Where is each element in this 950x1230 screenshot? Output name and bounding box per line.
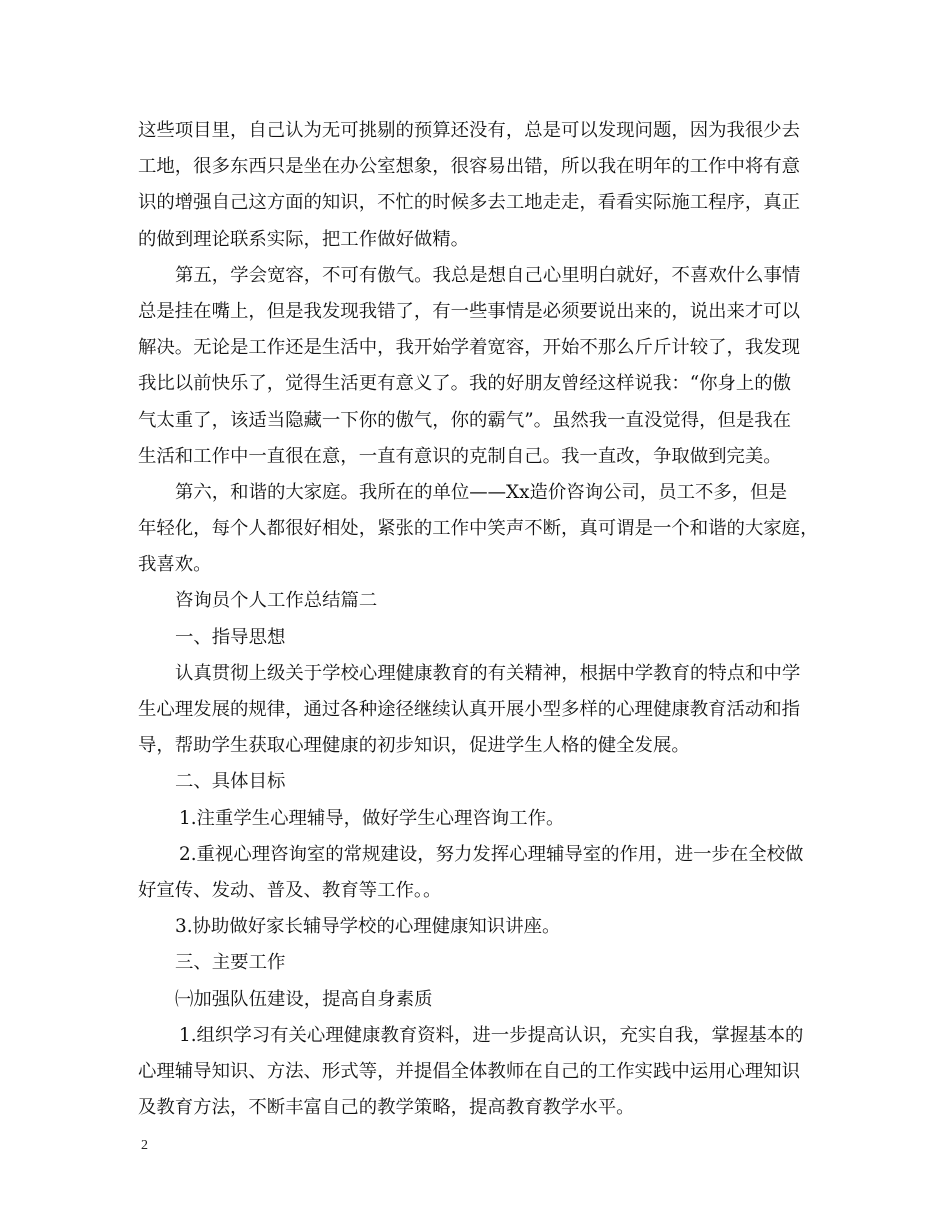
text-line: 工地，很多东西只是坐在办公室想象，很容易出错，所以我在明年的工作中将有意 <box>138 156 801 178</box>
text-line: 咨询员个人工作总结篇二 <box>175 590 378 612</box>
text-line: 3.协助做好家长辅导学校的心理健康知识讲座。 <box>175 916 561 938</box>
text-line: 1.组织学习有关心理健康教育资料，进一步提高认识，充实自我，掌握基本的 <box>179 1024 804 1046</box>
text-line: 解决。无论是工作还是生活中，我开始学着宽容，开始不那么斤斤计较了，我发现 <box>138 337 801 359</box>
text-line: ㈠加强队伍建设，提高自身素质 <box>175 988 433 1010</box>
text-line: 导，帮助学生获取心理健康的初步知识，促进学生人格的健全发展。 <box>138 735 690 757</box>
goal-item-3 <box>138 909 818 945</box>
text-line: 识的增强自己这方面的知识，不忙的时候多去工地走走，看看实际施工程序，真正 <box>138 192 801 214</box>
section-title-part-two <box>138 583 818 619</box>
text-line: 三、主要工作 <box>175 952 286 974</box>
text-line: 2.重视心理咨询室的常规建设，努力发挥心理辅导室的作用，进一步在全校做 <box>179 843 804 865</box>
text-line: 总是挂在嘴上，但是我发现我错了，有一些事情是必须要说出来的，说出来才可以 <box>138 300 801 322</box>
text-line: 及教育方法，不断丰富自己的教学策略，提高教育教学水平。 <box>138 1097 635 1119</box>
text-line: 认真贯彻上级关于学校心理健康教育的有关精神，根据中学教育的特点和中学 <box>175 662 801 684</box>
page-number: 2 <box>141 1138 148 1153</box>
text-line: 年轻化，每个人都很好相处，紧张的工作中笑声不断，真可谓是一个和谐的大家庭， <box>138 518 819 540</box>
subheading-team-building <box>138 982 818 1018</box>
heading-main-work <box>138 945 818 981</box>
text-line: 一、指导思想 <box>175 626 286 648</box>
text-line: 二、具体目标 <box>175 771 286 793</box>
work-item-1 <box>138 1018 818 1127</box>
paragraph-guiding-thought <box>138 656 818 765</box>
document-body <box>138 113 818 1126</box>
heading-specific-goals <box>138 764 818 800</box>
goal-item-1 <box>138 801 818 837</box>
paragraph-fifth <box>138 258 818 475</box>
text-line: 我比以前快乐了，觉得生活更有意义了。我的好朋友曾经这样说我：“你身上的傲 <box>138 373 792 395</box>
text-line: 气太重了，该适当隐藏一下你的傲气，你的霸气”。虽然我一直没觉得，但是我在 <box>138 409 792 431</box>
text-line: 第六，和谐的大家庭。我所在的单位——Xx造价咨询公司，员工不多，但是 <box>175 481 787 503</box>
text-line: 生活和工作中一直很在意，一直有意识的克制自己。我一直改，争取做到完美。 <box>138 445 782 467</box>
text-line: 第五，学会宽容，不可有傲气。我总是想自己心里明白就好，不喜欢什么事情 <box>175 264 801 286</box>
text-line: 我喜欢。 <box>138 554 212 576</box>
text-line: 心理辅导知识、方法、形式等，并提倡全体教师在自己的工作实践中运用心理知识 <box>138 1060 801 1082</box>
text-line: 生心理发展的规律，通过各种途径继续认真开展小型多样的心理健康教育活动和指 <box>138 699 801 720</box>
paragraph-sixth <box>138 475 818 584</box>
text-line: 的做到理论联系实际，把工作做好做精。 <box>138 228 470 250</box>
paragraph-budget-continued <box>138 113 818 258</box>
heading-guiding-thought <box>138 620 818 656</box>
text-line: 好宣传、发动、普及、教育等工作。。 <box>138 879 442 901</box>
text-line: 这些项目里，自己认为无可挑剔的预算还没有，总是可以发现问题，因为我很少去 <box>138 120 801 141</box>
goal-item-2 <box>138 837 818 909</box>
text-line: 1.注重学生心理辅导，做好学生心理咨询工作。 <box>179 807 565 829</box>
